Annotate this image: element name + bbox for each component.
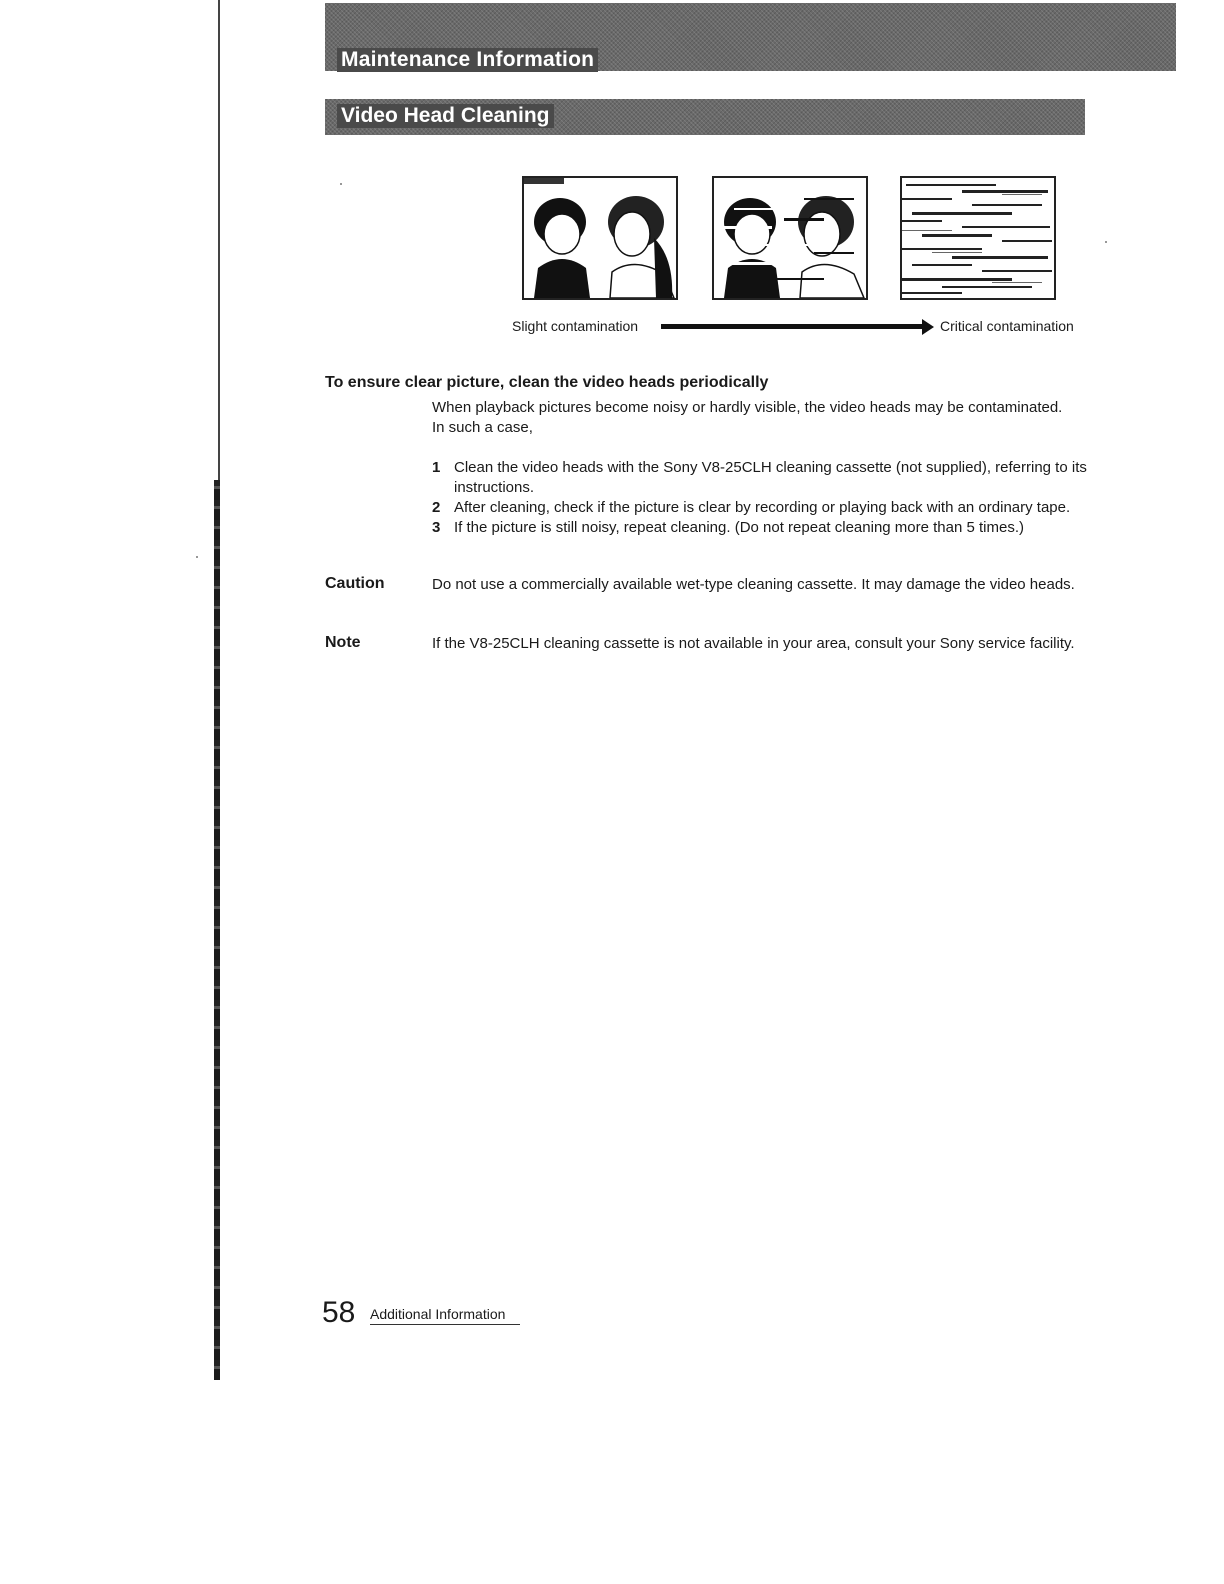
tv-image-moderate [712, 176, 868, 300]
step-number: 3 [432, 519, 441, 536]
step-number: 1 [432, 459, 441, 476]
slight-caption: Slight contamination [512, 318, 639, 334]
page-title: Video Head Cleaning [337, 104, 554, 128]
contamination-scale [512, 318, 1112, 338]
step-item [432, 498, 1117, 518]
step-number: 2 [432, 499, 441, 516]
critical-caption: Critical contamination [940, 318, 1074, 334]
binding-shadow [214, 480, 220, 1380]
intro-text [432, 398, 1117, 438]
page-title-band [325, 99, 1085, 135]
intro-line: In such a case, [432, 419, 533, 436]
step-item [432, 458, 1117, 498]
tv-image-critical [900, 176, 1056, 300]
cleaning-steps [432, 458, 1117, 538]
binding-edge [212, 0, 224, 1380]
scan-speck [196, 556, 198, 558]
note-label: Note [325, 634, 361, 651]
arrow-right-icon [922, 319, 934, 335]
scale-arrow-bar [661, 324, 923, 329]
step-text: Clean the video heads with the Sony V8-25CLH cleaning cassette (not supplied), referring to its instructions. [454, 459, 1087, 496]
contamination-figure [520, 176, 1060, 302]
step-text: After cleaning, check if the picture is clear by recording or playing back with an ordinary tape. [454, 499, 1071, 516]
intro-line: When playback pictures become noisy or hardly visible, the video heads may be contaminated. [432, 399, 1063, 416]
caution-text: Do not use a commercially available wet-type cleaning cassette. It may damage the video heads. [432, 576, 1075, 593]
scan-speck [340, 183, 342, 185]
caution-label: Caution [325, 575, 385, 592]
note-text: If the V8-25CLH cleaning cassette is not available in your area, consult your Sony service facility. [432, 635, 1075, 652]
section-title: Maintenance Information [337, 48, 598, 72]
section-header-band [325, 3, 1176, 71]
step-text: If the picture is still noisy, repeat cleaning. (Do not repeat cleaning more than 5 times.) [454, 519, 1025, 536]
page-number: 58 [322, 1296, 356, 1329]
step-item [432, 518, 1117, 538]
section-heading: To ensure clear picture, clean the video heads periodically [325, 374, 769, 391]
scan-speck [1105, 241, 1107, 243]
footer-section: Additional Information [370, 1306, 520, 1325]
tv-image-slight [522, 176, 678, 300]
